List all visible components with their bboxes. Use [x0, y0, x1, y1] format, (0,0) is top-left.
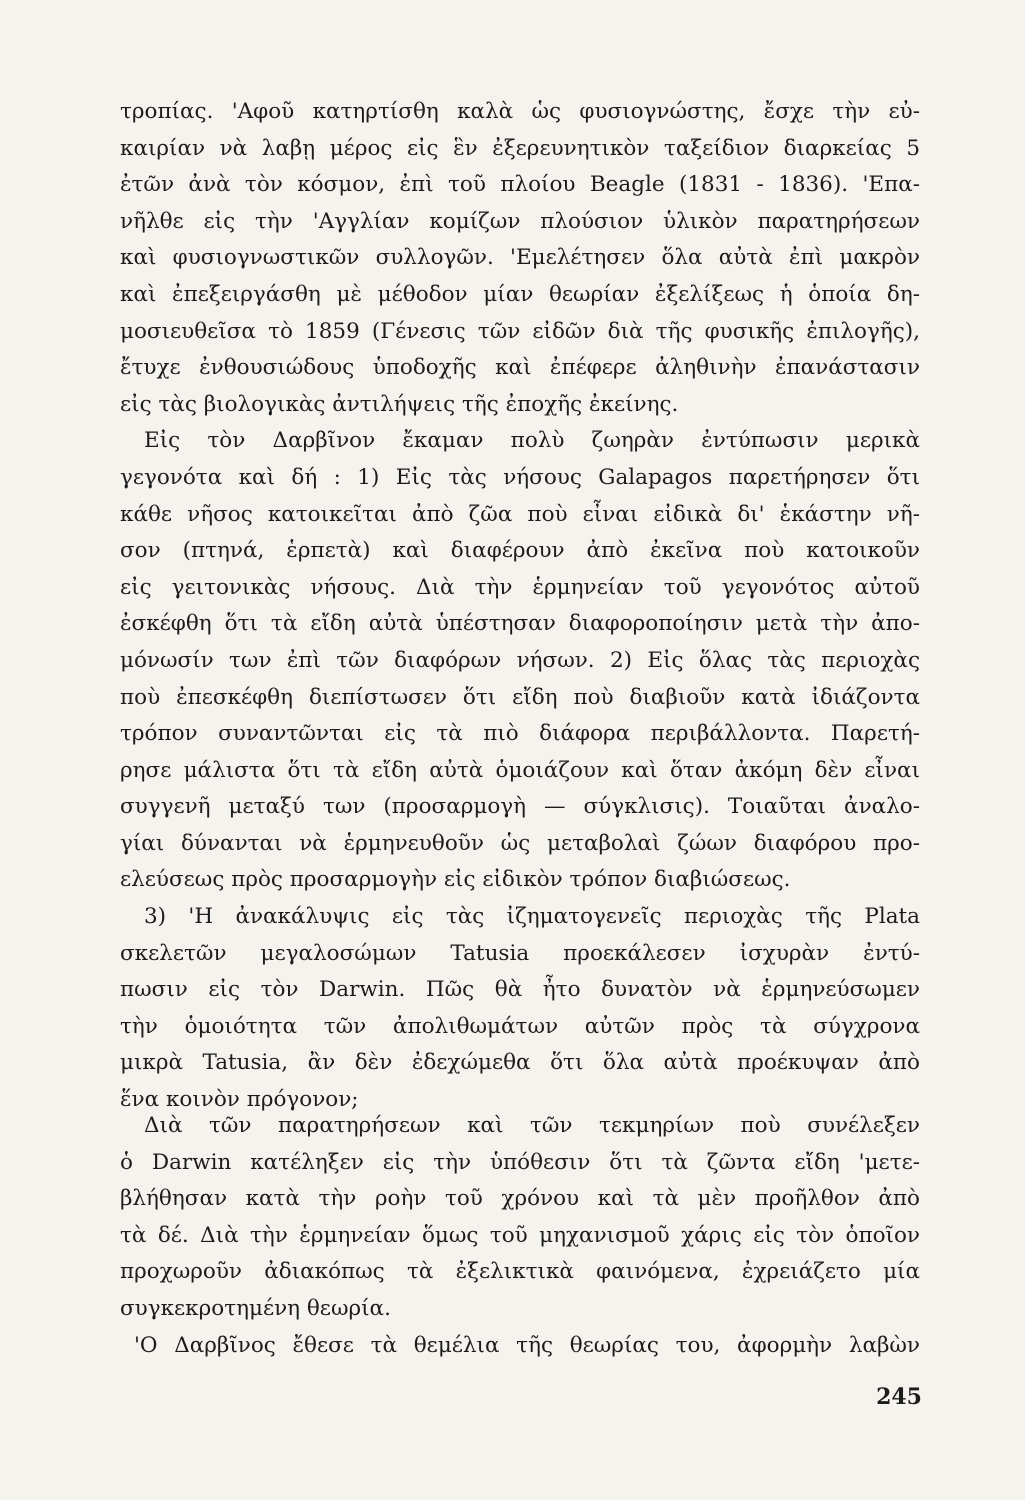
text-line: εἰς γειτονικὰς νήσους. Διὰ τὴν ἑρμηνείαν τοῦ γεγονότος αὐτοῦ — [120, 574, 920, 600]
page-number: 245 — [876, 1384, 922, 1410]
text-line: 3) 'Η ἀνακάλυψις εἰς τὰς ἰζηματογενεῖς περιοχὰς τῆς Plata — [144, 904, 920, 930]
main-text-block — [120, 94, 920, 1119]
text-line: Εἰς τὸν Δαρβῖνον ἔκαμαν πολὺ ζωηρὰν ἐντύπωσιν μερικὰ — [144, 428, 920, 454]
text-line: εἰς τὰς βιολογικὰς ἀντιλήψεις τῆς ἐποχῆς ἐκείνης. — [120, 391, 679, 417]
text-line: γίαι δύνανται νὰ ἑρμηνευθοῦν ὡς μεταβολαὶ ζώων διαφόρου προ- — [120, 830, 920, 856]
second-text-block — [120, 1108, 920, 1364]
text-line: ἕνα κοινὸν πρόγονον; — [120, 1087, 359, 1113]
text-line: μοσιευθεῖσα τὸ 1859 (Γένεσις τῶν εἰδῶν διὰ τῆς φυσικῆς ἐπιλογῆς), — [120, 318, 920, 344]
text-line: καὶ ἐπεξειργάσθη μὲ μέθοδον μίαν θεωρίαν ἐξελίξεως ἡ ὁποία δη- — [120, 281, 920, 307]
text-line: Διὰ τῶν παρατηρήσεων καὶ τῶν τεκμηρίων ποὺ συνέλεξεν — [144, 1113, 920, 1138]
text-line: γεγονότα καὶ δή : 1) Εἰς τὰς νήσους Galapagos παρετήρησεν ὅτι — [120, 464, 920, 490]
text-line: τὴν ὁμοιότητα τῶν ἀπολιθωμάτων αὐτῶν πρὸς τὰ σύγχρονα — [120, 1013, 920, 1039]
text-line: καὶ φυσιογνωστικῶν συλλογῶν. 'Εμελέτησεν ὅλα αὐτὰ ἐπὶ μακρὸν — [120, 245, 920, 271]
text-line: τὰ δέ. Διὰ τὴν ἑρμηνείαν ὅμως τοῦ μηχανισμοῦ χάρις εἰς τὸν ὁποῖον — [120, 1222, 920, 1248]
text-line: βλήθησαν κατὰ τὴν ροὴν τοῦ χρόνου καὶ τὰ μὲν προῆλθον ἀπὸ — [120, 1186, 920, 1212]
text-line: σκελετῶν μεγαλοσώμων Tatusia προεκάλεσεν ἰσχυρὰν ἐντύ- — [120, 940, 920, 966]
text-line: προχωροῦν ἀδιακόπως τὰ ἐξελικτικὰ φαινόμενα, ἐχρειάζετο μία — [120, 1259, 920, 1285]
text-line: ἔτυχε ἐνθουσιώδους ὑποδοχῆς καὶ ἐπέφερε ἀληθινὴν ἐπανάστασιν — [120, 355, 920, 381]
text-line: συγγενῆ μεταξύ των (προσαρμογὴ — σύγκλισις). Τοιαῦται ἀναλο- — [120, 794, 920, 820]
text-line: ελεύσεως πρὸς προσαρμογὴν εἰς εἰδικὸν τρόπον διαβιώσεως. — [120, 867, 791, 893]
text-line: νῆλθε εἰς τὴν 'Αγγλίαν κομίζων πλούσιον ὑλικὸν παρατηρήσεων — [120, 208, 920, 234]
text-line: ἐσκέφθη ὅτι τὰ εἴδη αὐτὰ ὑπέστησαν διαφοροποίησιν μετὰ τὴν ἀπο- — [120, 611, 920, 637]
text-line: καιρίαν νὰ λαβῃ μέρος εἰς ἓν ἐξερευνητικὸν ταξείδιον διαρκείας 5 — [120, 135, 920, 161]
text-line: πωσιν εἰς τὸν Darwin. Πῶς θὰ ἦτο δυνατὸν νὰ ἑρμηνεύσωμεν — [120, 977, 920, 1003]
text-line: μικρὰ Tatusia, ἂν δὲν ἐδεχώμεθα ὅτι ὅλα αὐτὰ προέκυψαν ἀπὸ — [120, 1050, 920, 1076]
text-line: τροπίας. 'Αφοῦ κατηρτίσθη καλὰ ὡς φυσιογνώστης, ἔσχε τὴν εὐ- — [120, 99, 920, 124]
text-line: κάθε νῆσος κατοικεῖται ἀπὸ ζῶα ποὺ εἶναι εἰδικὰ δι' ἑκάστην νῆ- — [120, 501, 920, 527]
text-line: ρησε μάλιστα ὅτι τὰ εἴδη αὐτὰ ὁμοιάζουν καὶ ὅταν ἀκόμη δὲν εἶναι — [120, 757, 920, 783]
text-line: 'Ο Δαρβῖνος ἔθεσε τὰ θεμέλια τῆς θεωρίας του, ἀφορμὴν λαβὼν — [134, 1332, 920, 1358]
text-line: ἐτῶν ἀνὰ τὸν κόσμον, ἐπὶ τοῦ πλοίου Beagle (1831 - 1836). 'Επα- — [120, 172, 920, 198]
text-line: σον (πτηνά, ἑρπετὰ) καὶ διαφέρουν ἀπὸ ἐκεῖνα ποὺ κατοικοῦν — [120, 538, 920, 564]
text-line: μόνωσίν των ἐπὶ τῶν διαφόρων νήσων. 2) Εἰς ὅλας τὰς περιοχὰς — [120, 647, 920, 673]
text-line: συγκεκροτημένη θεωρία. — [120, 1295, 391, 1321]
text-line: ὁ Darwin κατέληξεν εἰς τὴν ὑπόθεσιν ὅτι τὰ ζῶντα εἴδη 'μετε- — [120, 1149, 920, 1175]
text-line: ποὺ ἐπεσκέφθη διεπίστωσεν ὅτι εἴδη ποὺ διαβιοῦν κατὰ ἰδιάζοντα — [120, 684, 920, 710]
text-line: τρόπον συναντῶνται εἰς τὰ πιὸ διάφορα περιβάλλοντα. Παρετή- — [120, 721, 920, 747]
